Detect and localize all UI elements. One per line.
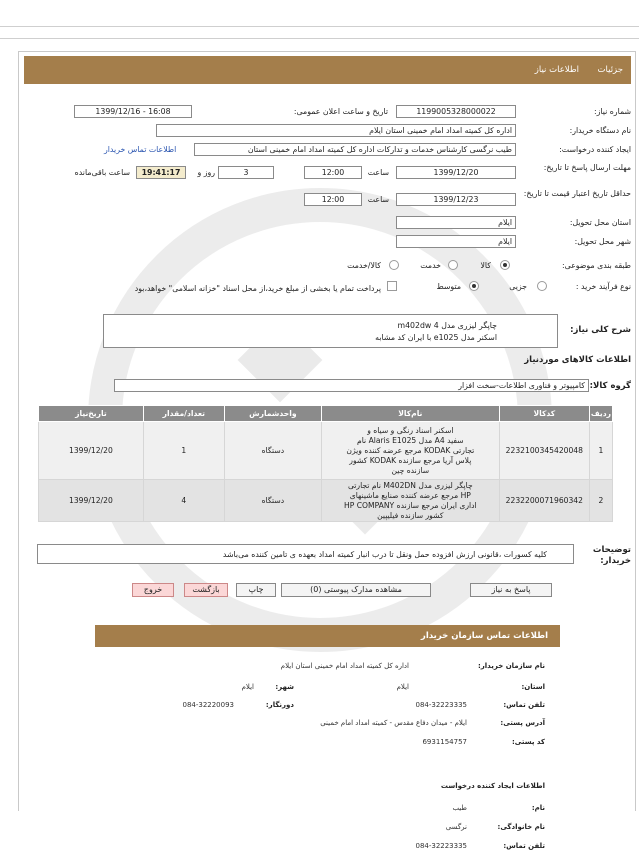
fax-value: 084-32220093 — [182, 701, 234, 709]
cell-qty: 1 — [143, 422, 224, 480]
col-name: نام‌کالا — [321, 406, 499, 422]
exit-button[interactable]: خروج — [132, 583, 174, 597]
org-label: نام سازمان خریدار: — [477, 662, 545, 670]
top-divider — [0, 26, 639, 27]
radio-category-both[interactable] — [389, 260, 399, 270]
province-label: استان محل تحویل: — [569, 218, 631, 227]
phone-label: تلفن تماس: — [503, 701, 545, 709]
city-label: شهر محل تحویل: — [574, 237, 631, 246]
page-header — [24, 56, 631, 84]
summary-line-1: چاپگر لیزری مدل m402dw 4 — [397, 321, 497, 330]
name-line: تجارتی KODAK مرجع عرضه کننده ویژن — [346, 445, 475, 455]
deadline-time-label: ساعت — [367, 168, 389, 177]
name-line: پلاس آریا مرجع سازنده KODAK کشور — [349, 455, 472, 465]
need-number-label: شماره نیاز: — [593, 107, 631, 116]
creator-label: ایجاد کننده درخواست: — [559, 145, 631, 154]
phone-value: 084-32223335 — [415, 701, 467, 709]
cell-unit: دستگاه — [224, 422, 321, 480]
city-field: ایلام — [396, 235, 516, 248]
name-label: نام: — [531, 804, 545, 812]
buyer-field: اداره کل کمیته امداد امام خمینی استان ایلام — [156, 124, 516, 137]
days-remaining-field: 3 — [218, 166, 274, 179]
process-label: نوع فرآیند خرید : — [575, 282, 631, 291]
summary-label: شرح کلی نیاز: — [570, 325, 631, 335]
name-line: چاپگر لیزری مدل M402DN نام تجارتی — [347, 480, 473, 490]
family-value: نرگسی — [445, 823, 467, 831]
name-line: HP مرجع عرضه کننده صنایع ماشینهای — [349, 490, 471, 500]
radio-category-service[interactable] — [448, 260, 458, 270]
summary-line-2: اسکنر مدل e1025 با ایران کد مشابه — [375, 333, 497, 342]
category-goods-label: کالا — [480, 261, 491, 270]
buyer-notes-text: کلیه کسورات ،قانونی ارزش افزوده حمل ونقل تا درب انبار کمیته امداد بعهده ی تامین کننده می‌باشد — [222, 550, 547, 559]
reply-button[interactable]: پاسخ به نیاز — [470, 583, 552, 597]
province-field: ایلام — [396, 216, 516, 229]
col-date: تاریخ‌نیاز — [39, 406, 144, 422]
col-code: کدکالا — [499, 406, 589, 422]
validity-date-field: 1399/12/23 — [396, 193, 516, 206]
postal-value: 6931154757 — [422, 738, 467, 746]
city-contact-value: ایلام — [241, 683, 254, 691]
buyer-notes-box — [37, 544, 574, 564]
fax-label: دورنگار: — [265, 701, 294, 709]
radio-category-goods[interactable] — [500, 260, 510, 270]
attachments-button[interactable]: مشاهده مدارک پیوستی (0) — [281, 583, 431, 597]
remaining-label: ساعت باقی‌مانده — [74, 168, 130, 177]
process-partial-label: جزیی — [509, 282, 527, 291]
table-header-row — [39, 406, 613, 422]
validity-time-label: ساعت — [367, 195, 389, 204]
name-line: سازنده چین — [391, 465, 430, 475]
table-row — [39, 422, 613, 480]
goods-table — [38, 405, 613, 522]
deadline-label: مهلت ارسال پاسخ تا تاریخ: — [543, 163, 631, 172]
radio-process-medium[interactable] — [469, 281, 479, 291]
goods-group-label: گروه کالا: — [589, 381, 631, 391]
cell-qty: 4 — [143, 480, 224, 522]
col-qty: تعداد/مقدار — [143, 406, 224, 422]
print-button[interactable]: چاپ — [236, 583, 276, 597]
tab-details[interactable]: جزئیات — [597, 65, 623, 75]
contact-header — [95, 625, 560, 647]
category-both-label: کالا/خدمت — [347, 261, 381, 270]
back-button[interactable]: بازگشت — [184, 583, 228, 597]
checkbox-treasury-payment[interactable] — [387, 281, 397, 291]
buyer-contact-link[interactable]: اطلاعات تماس خریدار — [104, 145, 177, 154]
address-value: ایلام - میدان دفاع مقدس - کمیته امداد امام خمینی — [320, 719, 467, 727]
name-value: طیب — [452, 804, 467, 812]
col-unit: واحدشمارش — [224, 406, 321, 422]
cell-row: 2 — [589, 480, 612, 522]
table-row — [39, 480, 613, 522]
deadline-date-field: 1399/12/20 — [396, 166, 516, 179]
payment-note: پرداخت تمام یا بخشی از مبلغ خرید،از محل اسناد "خزانه اسلامی" خواهد،بود — [134, 284, 381, 293]
process-medium-label: متوسط — [436, 282, 461, 291]
org-value: اداره کل کمیته امداد امام خمینی استان ایلام — [280, 662, 409, 670]
name-line: اداری ایران مرجع سازنده HP COMPANY — [344, 500, 477, 510]
tel-label: تلفن تماس: — [503, 842, 545, 850]
tab-need-info[interactable]: اطلاعات نیاز — [534, 65, 579, 75]
cell-code: 2232100345420048 — [499, 422, 589, 480]
goods-section-title: اطلاعات کالاهای موردنیاز — [524, 355, 631, 365]
name-line: اسکنر اسناد رنگی و سیاه و — [367, 425, 454, 435]
family-label: نام خانوادگی: — [497, 823, 545, 831]
cell-row: 1 — [589, 422, 612, 480]
days-label: روز و — [197, 168, 215, 177]
goods-group-field: کامپیوتر و فناوری اطلاعات-سخت افزار — [114, 379, 589, 392]
announce-label: تاریخ و ساعت اعلان عمومی: — [293, 107, 388, 116]
cell-date: 1399/12/20 — [39, 422, 144, 480]
deadline-time-field: 12:00 — [304, 166, 362, 179]
address-label: آدرس پستی: — [500, 719, 545, 727]
name-line: کشور سازنده فیلیپین — [377, 510, 444, 520]
contact-title: اطلاعات تماس سازمان خریدار — [420, 631, 548, 641]
cell-name — [321, 422, 499, 480]
remaining-time-field: 19:41:17 — [136, 166, 186, 179]
cell-date: 1399/12/20 — [39, 480, 144, 522]
announce-field: 1399/12/16 - 16:08 — [74, 105, 192, 118]
category-service-label: خدمت — [420, 261, 441, 270]
creator-field: طیب نرگسی کارشناس خدمات و تدارکات اداره کل کمیته امداد امام خمینی استان — [194, 143, 516, 156]
validity-label: حداقل تاریخ اعتبار قیمت تا تاریخ: — [523, 189, 631, 198]
city-contact-label: شهر: — [275, 683, 294, 691]
category-label: طبقه بندی موضوعی: — [562, 261, 631, 270]
top-divider-2 — [0, 38, 639, 39]
validity-time-field: 12:00 — [304, 193, 362, 206]
cell-code: 2232200071960342 — [499, 480, 589, 522]
col-row: ردیف — [589, 406, 612, 422]
cell-unit: دستگاه — [224, 480, 321, 522]
buyer-notes-label: توضیحات خریدار: — [592, 545, 631, 566]
buyer-label: نام دستگاه خریدار: — [569, 126, 631, 135]
tel-value: 084-32223335 — [415, 842, 467, 850]
summary-box — [103, 314, 558, 348]
province-contact-label: استان: — [521, 683, 545, 691]
creator-info-title: اطلاعات ایجاد کننده درخواست — [440, 782, 545, 790]
cell-name — [321, 480, 499, 522]
province-contact-value: ایلام — [396, 683, 409, 691]
need-number-field: 1199005328000022 — [396, 105, 516, 118]
radio-process-partial[interactable] — [537, 281, 547, 291]
name-line: سفید A4 مدل Alaris E1025 نام — [357, 435, 464, 445]
postal-label: کد پستی: — [511, 738, 545, 746]
